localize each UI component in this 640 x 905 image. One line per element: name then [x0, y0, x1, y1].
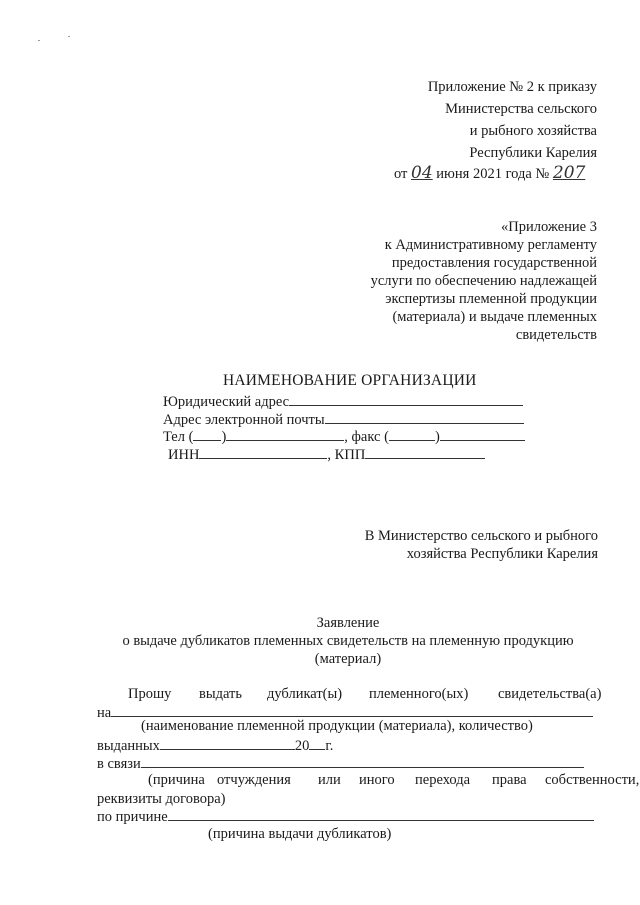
cause-label: по причине [97, 809, 168, 825]
appendix-line: свидетельств [515, 327, 597, 343]
phone-number-blank [226, 428, 344, 441]
due-row [97, 755, 584, 773]
scan-speck [38, 40, 40, 41]
date-rest: июня 2021 года № [432, 166, 553, 182]
inn-kpp-row [168, 446, 485, 464]
reason-hint-word: права [492, 772, 527, 788]
statement-title: Заявление [316, 615, 380, 631]
recipient-line-1: В Министерство сельского и рыбного [364, 528, 598, 544]
organization-title: НАИМЕНОВАНИЕ ОРГАНИЗАЦИИ [223, 372, 477, 389]
cause-row [97, 808, 594, 826]
issued-blank [160, 737, 295, 750]
cause-blank [168, 808, 594, 821]
handwritten-order-number: 207 [552, 163, 586, 183]
request-word: племенного(ых) [369, 686, 469, 702]
appendix-line: предоставления государственной [391, 255, 597, 271]
recipient-line-2: хозяйства Республики Карелия [406, 546, 598, 562]
year-prefix: 20 [294, 738, 310, 754]
statement-subtitle-2: (материал) [314, 651, 382, 667]
year-blank [309, 737, 325, 750]
product-hint: (наименование племенной продукции (материала), количество) [141, 718, 533, 734]
legal-address-row [163, 393, 523, 411]
appendix-line: к Административному регламенту [384, 237, 597, 253]
appendix-line: услуги по обеспечению надлежащей [370, 273, 597, 289]
email-blank [325, 411, 524, 424]
issued-label: выданных [97, 738, 160, 754]
inn-label: ИНН [168, 447, 200, 463]
fax-number-blank [440, 428, 525, 441]
order-date-line [394, 164, 585, 183]
fax-code-blank [389, 428, 435, 441]
due-label: в связи [97, 756, 141, 772]
reason-hint-word: иного [359, 772, 395, 788]
phone-code-blank [193, 428, 221, 441]
reason-hint-word: собственности, [545, 772, 640, 788]
date-prefix: от [394, 166, 412, 182]
phone-fax-row [163, 428, 525, 446]
statement-subtitle-1: о выдаче дубликатов племенных свидетельств на племенную продукцию [122, 633, 574, 649]
year-suffix: г. [325, 738, 334, 754]
request-word: Прошу [128, 686, 172, 702]
appendix-line: «Приложение 3 [501, 219, 597, 235]
appendix-line: экспертизы племенной продукции [385, 291, 597, 307]
due-blank [141, 755, 584, 768]
reason-hint-word: перехода [415, 772, 471, 788]
phone-label: Тел ( [163, 429, 194, 445]
issued-row [97, 737, 333, 755]
request-word: выдать [199, 686, 242, 702]
email-label: Адрес электронной почты [163, 412, 325, 428]
request-word: свидетельства(а) [498, 686, 602, 702]
inn-blank [199, 446, 327, 459]
on-label: на [97, 705, 112, 721]
order-line-2: Министерства сельского [445, 101, 597, 117]
reason-hint-2: реквизиты договора) [97, 791, 226, 807]
fax-paren: ) [434, 429, 440, 445]
product-blank [111, 704, 593, 717]
scan-speck [68, 36, 70, 37]
order-line-4: Республики Карелия [469, 145, 597, 161]
reason-hint-word: отчуждения [217, 772, 291, 788]
reason-hint-word: (причина [148, 772, 205, 788]
request-word: дубликат(ы) [267, 686, 343, 702]
order-line-1: Приложение № 2 к приказу [427, 79, 597, 95]
legal-address-label: Юридический адрес [163, 394, 290, 410]
order-line-3: и рыбного хозяйства [469, 123, 597, 139]
kpp-label: , КПП [327, 447, 366, 463]
appendix-line: (материала) и выдаче племенных [392, 309, 597, 325]
legal-address-blank [289, 393, 523, 406]
fax-label: , факс ( [344, 429, 389, 445]
handwritten-day: 04 [411, 163, 433, 183]
kpp-blank [365, 446, 485, 459]
reason-hint-word: или [318, 772, 341, 788]
email-row [163, 411, 524, 429]
cause-hint: (причина выдачи дубликатов) [208, 826, 392, 842]
phone-paren: ) [221, 429, 227, 445]
